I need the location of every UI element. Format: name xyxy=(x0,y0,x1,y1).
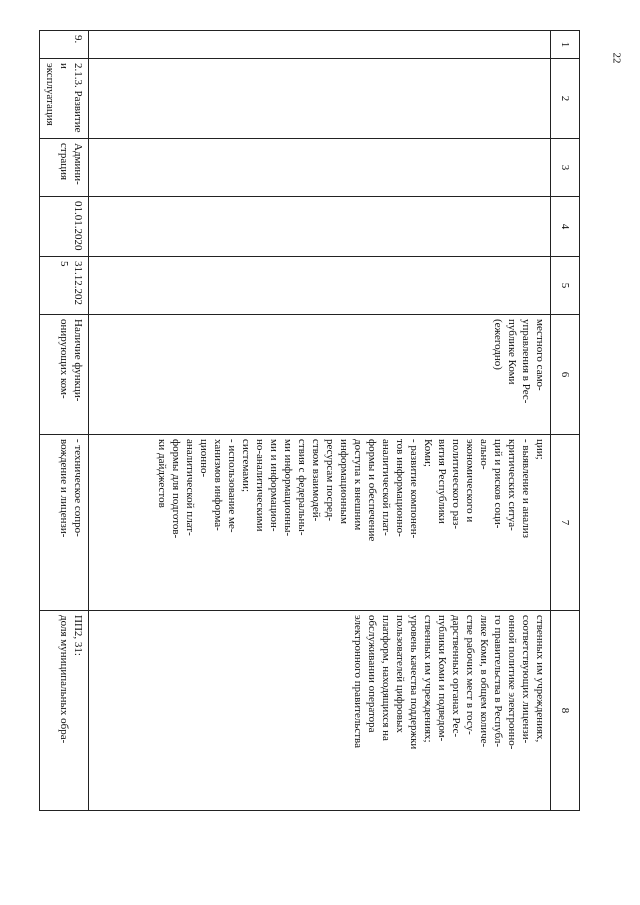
header-col-4: 4 xyxy=(551,197,580,257)
header-col-7: 7 xyxy=(551,435,580,611)
header-col-3: 3 xyxy=(551,139,580,197)
cell-start-date: 01.01.2020 xyxy=(40,197,89,257)
table-row xyxy=(89,31,551,811)
cell-indicators: ПП2, 31: доля муниципальных обра- xyxy=(40,611,89,811)
cell-measure: 2.1.3. Развитие и эксплуатация xyxy=(40,59,89,139)
cell-end-date xyxy=(89,257,551,315)
header-col-2: 2 xyxy=(551,59,580,139)
cell-activities: ции; - выявление и анализ критических ситуа- ций и рисков соци- ально- экономического и политического раз- вития Республики Коми; - развитие компонен- тов информационно- аналитической плат- формы и обеспечение доступа к внешним информационным ресурсам посред- ством взаимодей- ствия с федеральны- ми информационны- ми и информацион- но-аналитическими системами; - использование ме- ханизмов информа- ционно- аналитической плат- формы для подготов- ки дайджестов xyxy=(89,435,551,611)
cell-start-date xyxy=(89,197,551,257)
header-col-8: 8 xyxy=(551,611,580,811)
cell-measure xyxy=(89,59,551,139)
table-row xyxy=(40,31,89,811)
page-number: 22 xyxy=(610,52,623,64)
cell-activities: - техническое сопро- вождение и лицензи- xyxy=(40,435,89,611)
cell-end-date: 31.12.2025 xyxy=(40,257,89,315)
cell-result: Наличие функци- онирующих ком- xyxy=(40,315,89,435)
cell-result: местного само- управления в Рес- публике Коми (ежегодно) xyxy=(89,315,551,435)
cell-number: 9. xyxy=(40,31,89,59)
rotated-page xyxy=(44,30,580,810)
cell-executor: Админи- страция xyxy=(40,139,89,197)
header-col-6: 6 xyxy=(551,315,580,435)
header-row xyxy=(551,31,580,811)
header-col-5: 5 xyxy=(551,257,580,315)
header-col-1: 1 xyxy=(551,31,580,59)
cell-executor xyxy=(89,139,551,197)
table-wrapper xyxy=(44,30,580,810)
cell-indicators: ственных им учреждениях, соответствующих лицензи- онной политике электронно- го правительства в Республ- лике Коми, в общем количе- стве рабочих мест в госу- дарственных органах Рес- публики Коми и подведом- ственных им учреждениях; уровень качества поддержки пользователей цифровых платформ, находящихся на обслуживании оператора электронного правительства xyxy=(89,611,551,811)
cell-number xyxy=(89,31,551,59)
program-table xyxy=(39,30,580,811)
